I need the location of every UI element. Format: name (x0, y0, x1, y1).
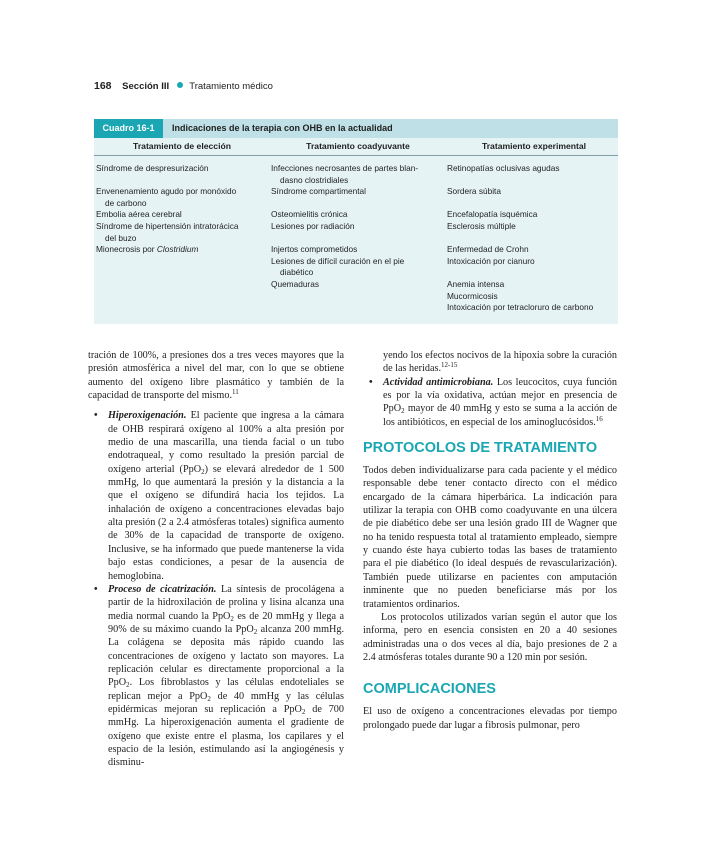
column-header-experimental: Tratamiento experimental (481, 141, 587, 151)
column-header-eleccion: Tratamiento de elección (133, 141, 231, 151)
table-cell: Lesiones por radiación (271, 220, 355, 231)
heading-protocolos: PROTOCOLOS DE TRATAMIENTO (363, 440, 598, 457)
continued-paragraph: yendo los efectos nocivos de la hipoxia sobre la curación de las heridas.$^{12-15}$ (383, 350, 617, 375)
column-coadyuvante (271, 163, 443, 291)
table-cell: Esclerosis múltiple (447, 220, 516, 231)
table-cell: dasno clostridiales (280, 174, 349, 185)
table-cell: Síndrome de hipertensión intratorácica (96, 220, 239, 231)
table-cell: Enfermedad de Crohn (447, 244, 529, 255)
table-cell: Injertos comprometidos (271, 244, 358, 255)
bullet-icon: • (94, 583, 98, 595)
table-cell: Retinopatías oclusivas agudas (447, 163, 560, 173)
chapter-label: Tratamiento médico (189, 81, 273, 92)
table-cell: del buzo (105, 232, 137, 243)
table-cell: Sordera súbita (447, 186, 501, 197)
running-header (94, 80, 273, 92)
table-cell: Anemia intensa (447, 278, 505, 289)
intro-paragraph: tración de 100%, a presiones dos a tres veces mayores que la presión atmosférica a nivel del mar, con lo que se obtiene aumento del oxígeno libre plasmático y también de la capacidad de transporte del mismo.$^{11}$ (88, 350, 344, 402)
table-cell: Intoxicación por tetracloruro de carbono (447, 302, 594, 313)
right-column (363, 349, 617, 732)
table-cell: diabético (280, 267, 314, 278)
bullet-icon: • (369, 376, 373, 388)
table-cell-text: Mionecrosis por Clostridium (96, 244, 199, 255)
complicaciones-paragraph: El uso de oxígeno a concentraciones elevadas por tiempo prolongado puede dar lugar a fibrosis pulmonar, pero (363, 706, 617, 731)
box-label: Cuadro 16-1 (94, 119, 163, 138)
table-cell: Osteomielitis crónica (271, 209, 348, 220)
table-title-bar (94, 119, 618, 138)
table-cell (96, 244, 268, 256)
column-header-coadyuvante: Tratamiento coadyuvante (306, 141, 410, 151)
table-cell: Embolia aérea cerebral (96, 209, 182, 220)
bullet-cicatrizacion: • Proceso de cicatrización. La síntesis de procolágena a partir de la hidroxilación de prolina y lisina alcanza una media normal cuando la PpO$_2$ es de 20 mmHg y llega a 90% de su máximo cuando la PpO$_2$ alcanza 200 mmHg. La colágena se deposita más rápido cuando las concentraciones de oxígeno y lactato son mayores. La replicación celular es directamente proporcional a la PpO$_2$. Los fibroblastos y las células endoteliales se replican mejor a PpO$_2$ de 40 mmHg y las células epidérmicas mejoran su replicación a PpO$_2$ de 700 mmHg. La hiperoxigenación aumenta el gradiente de oxígeno que existe entre el plasma, los capilares y el espacio de la lesión, estimulando así la angiogénesis y disminu- (94, 583, 344, 769)
heading-complicaciones: COMPLICACIONES (363, 681, 496, 698)
table-cell: Encefalopatía isquémica (447, 209, 538, 220)
genus-name: Clostridium (156, 244, 199, 255)
header-dot-icon (177, 82, 183, 88)
page-number: 168 (94, 80, 112, 92)
table-cell: Mucormicosis (447, 290, 498, 301)
table-header-row (94, 138, 618, 156)
table-cell: de carbono (105, 197, 147, 208)
table-cell: Envenenamiento agudo por monóxido (96, 186, 237, 197)
table-cell: Síndrome de despresurización (96, 163, 209, 173)
table-title: Indicaciones de la terapia con OHB en la actualidad (172, 123, 393, 133)
table-cell: Lesiones de difícil curación en el pie (271, 255, 405, 266)
column-eleccion (96, 163, 268, 256)
left-column (88, 349, 344, 770)
protocolos-paragraph-2: Los protocolos utilizados varían según el autor que los informa, pero en esencia consisten en 20 a 40 sesiones administradas una o dos veces al día, bajo presiones de 2 a 2.4 atmósferas totales durante 90 a 120 min por sesión. (363, 611, 617, 663)
table-cell: Quemaduras (271, 278, 319, 289)
bullet-antimicrobiana: • Actividad antimicrobiana. Los leucocitos, cuya función es por la vía oxidativa, actúan mejor en presencia de PpO$_2$ mayor de 40 mmHg y esto se suma a la acción de los antibióticos, en especial de los aminoglucósidos.$^{16}$ (369, 376, 617, 428)
bullet-hiperoxigenacion: • Hiperoxigenación. El paciente que ingresa a la cámara de OHB respirará oxígeno al 100% a alta presión por medio de una mascarilla, una tienda facial o un tubo endotraqueal, y como resultado la presión parcial de oxígeno arterial (PpO$_2$) se elevará alrededor de 1 500 mmHg, lo que aumentará la presión y la distancia a la que el oxígeno se difundirá hacia los tejidos. La inhalación de oxígeno a concentraciones elevadas bajo alta presión (2 a 2.4 atmósferas totales) significa aumento de 30% de la capacidad de transporte de oxígeno. Inclusive, se ha informado que puede mantenerse la vida bajo estas condiciones, a pesar de la ausencia de hemoglobina. (94, 410, 344, 582)
table-cell: Síndrome compartimental (271, 186, 366, 197)
indications-table (94, 119, 618, 324)
bullet-icon: • (94, 410, 98, 422)
table-cell: Infecciones necrosantes de partes blan- (271, 163, 419, 173)
section-label: Sección III (122, 81, 170, 92)
column-experimental (447, 163, 619, 314)
protocolos-paragraph: Todos deben individualizarse para cada paciente y el médico responsable debe tener contacto directo con el médico encargado de la cámara hiperbárica. La indicación para utilizar la terapia con OHB como coadyuvante en una úlcera de pie diabético debe ser una lesión grado III de Wagner que no ha tenido respuesta total al tratamiento empleado, siempre y cuando éste haya cubierto todas las bases de tratamiento para el pie diabético (lo ideal después de revascularización). También puede utilizarse en pacientes con amputación inminente que no pueden beneficiarse más por los tratamientos ordinarios. (363, 465, 617, 610)
table-cell: Intoxicación por cianuro (447, 255, 535, 266)
